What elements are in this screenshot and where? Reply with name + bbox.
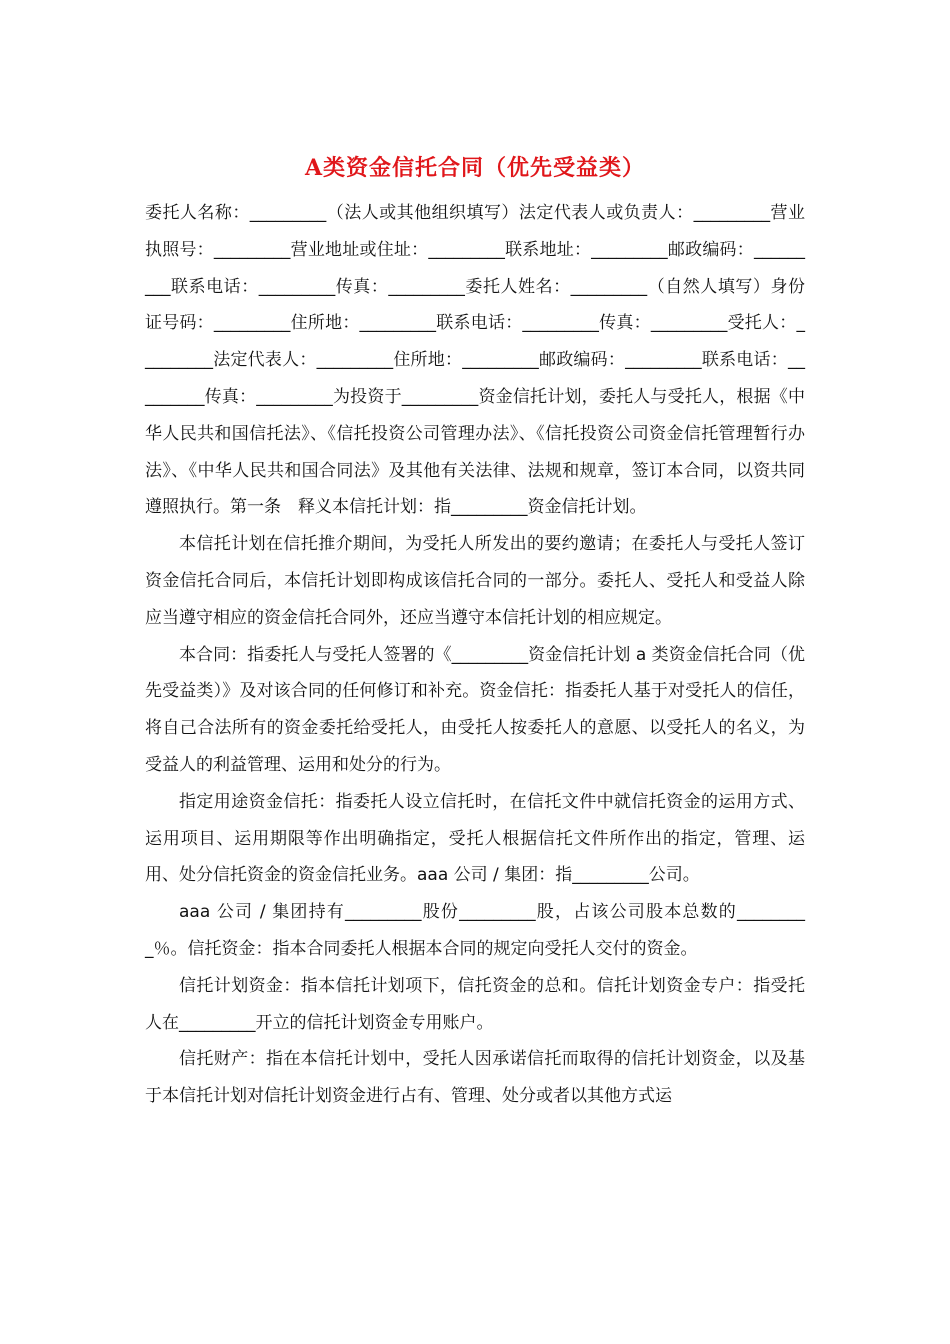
paragraph-trust-plan: 本信托计划在信托推介期间，为受托人所发出的要约邀请；在委托人与受托人签订资金信托合同后，本信托计划即构成该信托合同的一部分。委托人、受托人和受益人除应当遵守相应的资金信托合同外，还应当遵守本信托计划的相应规定。 <box>145 534 805 628</box>
paragraph-plan-funds: 信托计划资金：指本信托计划项下，信托资金的总和。信托计划资金专户：指受托人在_________开立的信托计划资金专用账户。 <box>145 975 805 1033</box>
paragraph-trust-property: 信托财产：指在本信托计划中，受托人因承诺信托而取得的信托计划资金，以及基于本信托计划对信托计划资金进行占有、管理、处分或者以其他方式运 <box>145 1049 805 1107</box>
paragraph-shareholding: aaa 公司 / 集团持有_________股份_________股，占该公司股本总数的_________％。信托资金：指本合同委托人根据本合同的规定向受托人交付的资金。 <box>145 902 805 959</box>
document-title: A类资金信托合同（优先受益类） <box>304 155 646 181</box>
paragraph-designated-use: 指定用途资金信托：指委托人设立信托时，在信托文件中就信托资金的运用方式、运用项目、运用期限等作出明确指定，受托人根据信托文件所作出的指定，管理、运用、处分信托资金的资金信托业务。aaa 公司 / 集团：指_________公司。 <box>145 791 805 886</box>
paragraph-contract-definition: 本合同：指委托人与受托人签署的《_________资金信托计划 a 类资金信托合同（优先受益类）》及对该合同的任何修订和补充。资金信托：指委托人基于对受托人的信任，将自己合法所有的资金委托给受托人，由受托人按委托人的意愿、以受托人的名义，为受益人的利益管理、运用和处分的行为。 <box>145 644 805 775</box>
document-body <box>145 195 805 1115</box>
paragraph-parties: 委托人名称：_________（法人或其他组织填写）法定代表人或负责人：_________营业执照号：_________营业地址或住址：_________联系地址：_________邮政编码：_________联系电话：_________传真：_________委托人姓名：_________（自然人填写）身份证号码：_________住所地：_________联系电话：_________传真：_________受托人：_________法定代表人：_________住所地：_________邮政编码：_________联系电话：_________传真：_________为投资于_________资金信托计划，委托人与受托人，根据《中华人民共和国信托法》、《信托投资公司管理办法》、《信托投资公司资金信托管理暂行办法》、《中华人民共和国合同法》及其他有关法律、法规和规章，签订本合同，以资共同遵照执行。第一条 释义本信托计划：指_________资金信托计划。 <box>145 203 805 518</box>
